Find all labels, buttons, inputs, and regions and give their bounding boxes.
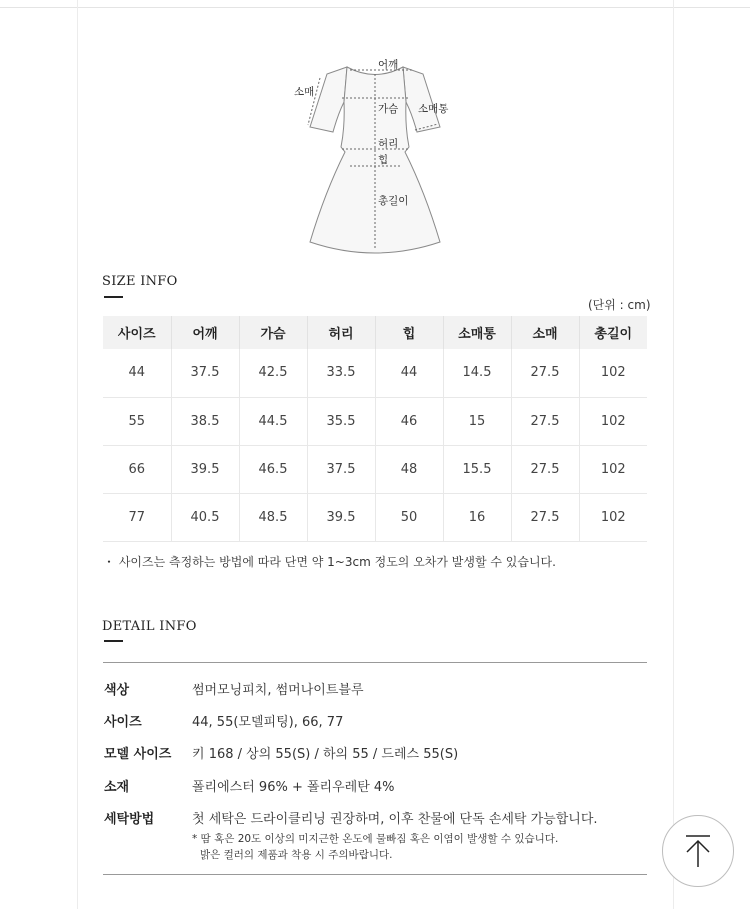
size-table (103, 316, 647, 542)
table-cell: 102 (579, 493, 647, 541)
detail-label-color: 색상 (104, 683, 130, 698)
table-cell: 102 (579, 349, 647, 397)
header-sleeve: 소매 (511, 316, 579, 349)
header-sleeve-width: 소매통 (443, 316, 511, 349)
detail-bottom-divider (103, 874, 647, 875)
table-cell: 44 (103, 349, 171, 397)
size-info-title: SIZE INFO (102, 274, 178, 289)
diagram-label-chest: 가슴 (378, 103, 399, 115)
table-cell: 48.5 (239, 493, 307, 541)
table-cell: 33.5 (307, 349, 375, 397)
table-row (103, 349, 647, 397)
table-cell: 46 (375, 397, 443, 445)
diagram-label-shoulder: 어깨 (378, 59, 399, 71)
diagram-label-waist: 허리 (378, 138, 399, 150)
detail-value-material: 폴리에스터 96% + 폴리우레탄 4% (192, 780, 395, 795)
detail-value-model-size: 키 168 / 상의 55(S) / 하의 55 / 드레스 55(S) (192, 747, 459, 762)
header-hip: 힙 (375, 316, 443, 349)
size-info-title-bar (104, 296, 123, 298)
table-cell: 102 (579, 397, 647, 445)
detail-label-model-size: 모델 사이즈 (104, 747, 172, 762)
table-cell: 35.5 (307, 397, 375, 445)
table-cell: 37.5 (171, 349, 239, 397)
table-cell: 39.5 (307, 493, 375, 541)
table-cell: 40.5 (171, 493, 239, 541)
table-cell: 27.5 (511, 349, 579, 397)
table-cell: 27.5 (511, 397, 579, 445)
table-cell: 39.5 (171, 445, 239, 493)
size-table-header-row (103, 316, 647, 349)
detail-info-title-bar (104, 640, 123, 642)
table-cell: 44 (375, 349, 443, 397)
header-chest: 가슴 (239, 316, 307, 349)
detail-top-divider (103, 662, 647, 663)
header-shoulder: 어깨 (171, 316, 239, 349)
table-cell: 15 (443, 397, 511, 445)
table-cell: 102 (579, 445, 647, 493)
detail-label-washing: 세탁방법 (104, 812, 155, 827)
detail-value-washing: 첫 세탁은 드라이클리닝 권장하며, 이후 찬물에 단독 손세탁 가능합니다. (192, 812, 598, 827)
table-cell: 46.5 (239, 445, 307, 493)
header-total-length: 총길이 (579, 316, 647, 349)
table-cell: 42.5 (239, 349, 307, 397)
detail-value-color: 썸머모닝피치, 썸머나이트블루 (192, 683, 364, 698)
table-cell: 27.5 (511, 445, 579, 493)
dress-measurement-diagram (280, 52, 470, 267)
washing-note-2: 밝은 컬러의 제품과 착용 시 주의바랍니다. (200, 849, 393, 861)
top-divider (0, 7, 750, 8)
table-cell: 14.5 (443, 349, 511, 397)
table-cell: 16 (443, 493, 511, 541)
table-row (103, 445, 647, 493)
detail-info-title: DETAIL INFO (102, 619, 197, 634)
detail-value-size: 44, 55(모델피팅), 66, 77 (192, 715, 344, 730)
diagram-label-hip: 힙 (378, 154, 389, 166)
table-cell: 38.5 (171, 397, 239, 445)
table-row (103, 397, 647, 445)
header-size: 사이즈 (103, 316, 171, 349)
header-waist: 허리 (307, 316, 375, 349)
diagram-label-sleeve-width: 소매통 (418, 103, 449, 115)
table-cell: 50 (375, 493, 443, 541)
table-cell: 27.5 (511, 493, 579, 541)
arrow-up-icon (683, 834, 713, 868)
detail-label-size: 사이즈 (104, 715, 142, 730)
size-note: ・ 사이즈는 측정하는 방법에 따라 단면 약 1~3cm 정도의 오차가 발생할 수 있습니다. (103, 555, 556, 569)
unit-label: (단위 : cm) (588, 298, 651, 312)
washing-note-1: * 땀 혹은 20도 이상의 미지근한 온도에 물빠짐 혹은 이염이 발생할 수 있습니다. (192, 833, 559, 845)
diagram-label-sleeve: 소매 (294, 86, 315, 98)
scroll-top-button[interactable] (662, 815, 734, 887)
table-cell: 77 (103, 493, 171, 541)
table-cell: 48 (375, 445, 443, 493)
detail-label-material: 소재 (104, 780, 130, 795)
table-row (103, 493, 647, 541)
table-cell: 66 (103, 445, 171, 493)
table-cell: 37.5 (307, 445, 375, 493)
table-cell: 55 (103, 397, 171, 445)
content-left-border (77, 0, 78, 909)
table-cell: 44.5 (239, 397, 307, 445)
content-right-border (673, 0, 674, 909)
diagram-label-total-length: 총길이 (378, 195, 409, 207)
table-cell: 15.5 (443, 445, 511, 493)
